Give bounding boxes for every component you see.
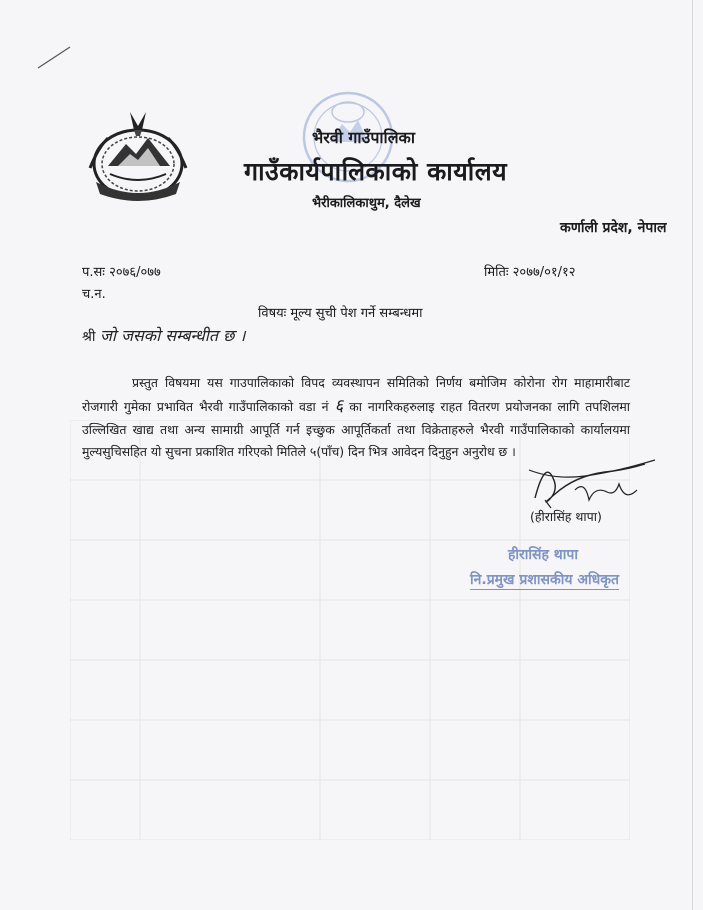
page-edge	[692, 0, 693, 910]
office-address: भैरीकालिकाथुम, दैलेख	[312, 196, 421, 211]
province-name: कर्णाली प्रदेश, नेपाल	[560, 220, 667, 236]
body-part-2: का नागरिकहरुलाइ राहत वितरण प्रयोजनका लागि तपशिलमा उल्लिखित खाद्य तथा अन्य सामाग्री आपूर्ति गर्न इच्छुक आपूर्तिकर्ता तथा विक्रेताहरुले भैरवी गाउँपालिकाको कार्यालयमा मुल्यसुचिसहित यो सुचना प्रकाशित गरिएको मितिले ५(पाँच) दिन भित्र आवेदन दिनुहुन अनुरोध छ ।	[82, 398, 630, 460]
reference-number: प.सः २०७६/०७७	[82, 265, 161, 280]
body-part-1: प्रस्तुत विषयमा यस गाउपालिकाको विपद व्यवस्थापन समितिको निर्णय बमोजिम कोरोना रोग माहामारीबाट रोजगारी गुमेका प्रभावित भैरवी गाउँपालिकाको वडा नं	[82, 375, 630, 414]
addressee-prefix: श्री	[82, 329, 96, 345]
nepal-emblem-icon	[88, 108, 188, 204]
signer-name: (हीरासिंह थापा)	[530, 509, 602, 524]
addressee-handwritten: जो जसको सम्बन्धीत छ ।	[100, 326, 246, 345]
ward-number: ६	[334, 395, 344, 416]
addressee-line	[82, 324, 245, 346]
organization-name: भैरवी गाउँपालिका	[312, 128, 415, 147]
pen-mark	[36, 44, 72, 70]
stamp-designation: नि.प्रमुख प्रशासकीय अधिकृत	[470, 572, 619, 588]
subject-line: विषयः मूल्य सुची पेश गर्ने सम्बन्धमा	[258, 306, 423, 321]
office-title: गाउँकार्यपालिकाको कार्यालय	[244, 157, 508, 186]
stamp-name: हीरासिंह थापा	[508, 547, 578, 563]
letter-date: मितिः २०७७/०१/१२	[484, 265, 576, 280]
dispatch-number: च.न.	[82, 287, 106, 302]
bleed-through-table	[70, 420, 630, 840]
